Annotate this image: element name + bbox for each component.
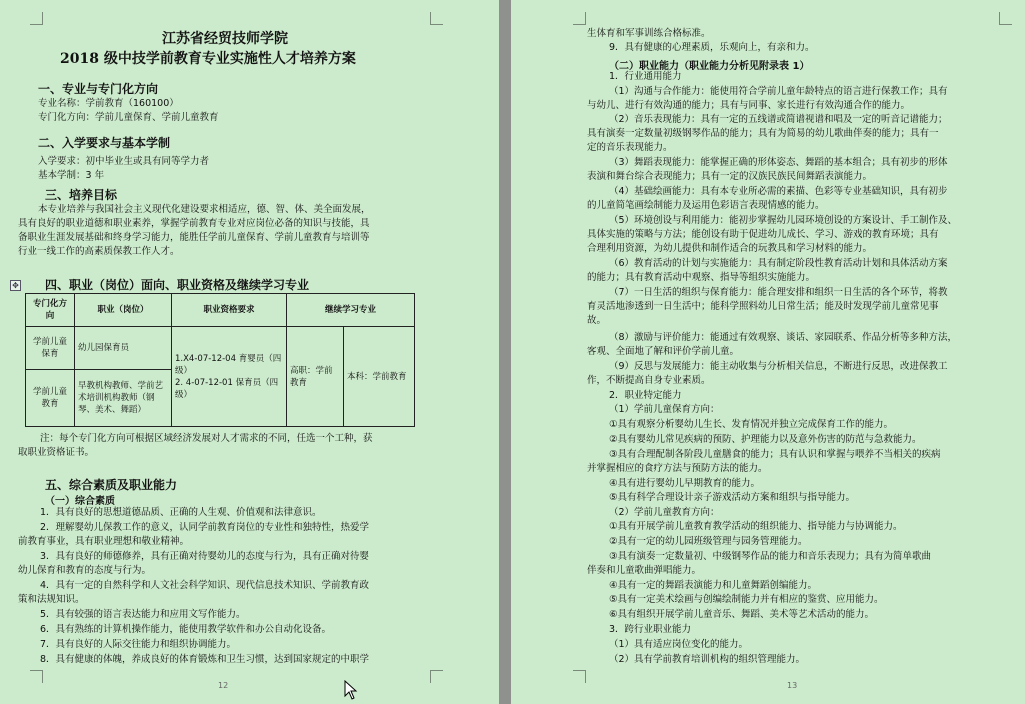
document-title-plan: 2018 级中技学前教育专业实施性人才培养方案 (60, 51, 356, 67)
table-cell: 高职：学前教育 (287, 327, 344, 427)
body-text: 基本学制：3 年 (38, 170, 105, 181)
body-text: 本专业培养与我国社会主义现代化建设要求相适应，德、智、体、美全面发展， (38, 204, 371, 215)
table-header: 职业资格要求 (172, 294, 287, 327)
list-item: （2）具有学前教育培训机构的组织管理能力。 (609, 654, 806, 665)
list-item: ④具有进行婴幼儿早期教育的能力。 (609, 478, 761, 489)
crop-mark-top-right (999, 12, 1012, 25)
table-header: 专门化方向 (26, 294, 75, 327)
list-item: ①具有观察分析婴幼儿生长、发育情况并独立完成保育工作的能力。 (609, 419, 894, 430)
table-cell: 本科：学前教育 (344, 327, 415, 427)
table-cell: 早教机构教师、学前艺术培训机构教师（钢琴、美术、舞蹈） (75, 370, 172, 427)
crop-mark-top-left (30, 12, 43, 25)
list-item: 6．具有熟练的计算机操作能力，能使用教学软件和办公自动化设备。 (40, 624, 332, 635)
crop-mark-top-right (430, 12, 443, 25)
list-item: 伴奏和儿童歌曲弹唱能力。 (587, 565, 702, 576)
body-text: （7）一日生活的组织与保育能力：能合理安排和组织一日生活的各个环节，将教 (609, 287, 948, 298)
body-text: 表演和舞台综合表现能力；具有一定的汉族民族民间舞蹈表演能力。 (587, 171, 873, 182)
document-page-13 (511, 0, 1025, 704)
list-item: ⑤具有科学合理设计亲子游戏活动方案和组织与指导能力。 (609, 492, 856, 503)
table-header: 继续学习专业 (287, 294, 415, 327)
list-item: 1．具有良好的思想道德品质、正确的人生观、价值观和法律意识。 (40, 507, 322, 518)
body-text: （3）舞蹈表现能力：能掌握正确的形体姿态、舞蹈的基本组合；具有初步的形体 (609, 157, 948, 168)
body-text: （1）沟通与合作能力：能使用符合学前儿童年龄特点的语言进行保教工作；具有 (609, 86, 948, 97)
section-heading-2: 二、入学要求与基本学制 (38, 136, 171, 150)
document-title-school: 江苏省经贸技师学院 (162, 31, 288, 47)
body-text: 具有演奏一定数量初级钢琴作品的能力；具有为简易的幼儿歌曲伴奏的能力；具有一 (587, 128, 939, 139)
body-text: 专门化方向：学前儿童保育、学前儿童教育 (38, 112, 219, 123)
move-anchor-icon[interactable]: ✥ (10, 280, 21, 291)
list-item: ⑥具有组织开展学前儿童音乐、舞蹈、美术等艺术活动的能力。 (609, 609, 875, 620)
body-text: 合理利用资源，为幼儿提供和制作适合的玩教具和学习材料的能力。 (587, 243, 873, 254)
list-item: ②具有婴幼儿常见疾病的预防、护理能力以及意外伤害的防范与急救能力。 (609, 434, 922, 445)
body-text: 与幼儿、进行有效沟通的能力；具有与同事、家长进行有效沟通合作的能力。 (587, 100, 911, 111)
table-cell: 幼儿园保育员 (75, 327, 172, 370)
body-text: 的儿童简笔画绘制能力及运用色彩语言表现情感的能力。 (587, 200, 825, 211)
body-text: 2．职业特定能力 (609, 390, 682, 401)
body-text: 9．具有健康的心理素质，乐观向上，有亲和力。 (609, 42, 815, 53)
list-item: 3．具有良好的师德修养，具有正确对待婴幼儿的态度与行为，具有正确对待婴 (40, 551, 370, 562)
section-heading-3: 三、培养目标 (45, 188, 118, 202)
body-text: 3．跨行业职业能力 (609, 624, 692, 635)
list-item: ②具有一定的幼儿园班级管理与园务管理能力。 (609, 536, 808, 547)
table-cell-cert: 1.X4-07-12-04 育婴员（四级） 2. 4-07-12-01 保育员（四级） (172, 327, 287, 427)
body-text: （5）环境创设与利用能力：能初步掌握幼儿园环境创设的方案设计、手工制作及、 (609, 215, 958, 226)
body-text: 生体育和军事训练合格标准。 (587, 28, 711, 39)
list-item: 前教育事业，具有职业理想和敬业精神。 (18, 536, 190, 547)
body-text: （6）教育活动的计划与实施能力：具有制定阶段性教育活动计划和具体活动方案 (609, 258, 948, 269)
crop-mark-bottom-right (430, 670, 443, 683)
list-item: 8．具有健康的体魄，养成良好的体育锻炼和卫生习惯，达到国家规定的中职学 (40, 654, 370, 665)
note-text: 注：每个专门化方向可根据区域经济发展对人才需求的不同，任选一个工种，获 (40, 433, 373, 444)
table-cell: 学前儿童保育 (26, 327, 75, 370)
body-text: 1．行业通用能力 (609, 71, 682, 82)
body-text: 作，不断提高自身专业素质。 (587, 375, 711, 386)
body-text: 的能力；具有教育活动中观察、指导等组织实施能力。 (587, 272, 816, 283)
body-text: （2）学前儿童教育方向： (609, 507, 720, 518)
body-text: 备职业生涯发展基础和终身学习能力，能胜任学前儿童保育、学前儿童教育与培训等 (18, 232, 370, 243)
list-item: （1）具有适应岗位变化的能力。 (609, 639, 749, 650)
body-text: 具体实施的策略与方法；能创设有助于促进幼儿成长、学习、游戏的教育环境；具有 (587, 229, 939, 240)
crop-mark-bottom-left (30, 670, 43, 683)
list-item: 并掌握相应的食疗方法与预防方法的能力。 (587, 463, 768, 474)
body-text: 育灵活地渗透到一日生活中；能科学照料幼儿日常生活；能及时发现学前儿童常见事 (587, 301, 939, 312)
body-text: 客观、全面地了解和评价学前儿童。 (587, 346, 740, 357)
list-item: ③具有演奏一定数量初、中级钢琴作品的能力和音乐表现力；具有为简单歌曲 (609, 551, 932, 562)
table-header: 职业（岗位） (75, 294, 172, 327)
section-heading-4: 四、职业（岗位）面向、职业资格及继续学习专业 (45, 278, 310, 292)
body-text: （4）基础绘画能力：具有本专业所必需的素描、色彩等专业基础知识，具有初步 (609, 186, 948, 197)
list-item: 7．具有良好的人际交往能力和组织协调能力。 (40, 639, 237, 650)
table-cell: 学前儿童教育 (26, 370, 75, 427)
list-item: ④具有一定的舞蹈表演能力和儿童舞蹈创编能力。 (609, 580, 818, 591)
list-item: 幼儿保育和教育的态度与行为。 (18, 565, 152, 576)
list-item: 5．具有较强的语言表达能力和应用文写作能力。 (40, 609, 246, 620)
body-text: 具有良好的职业道德和职业素养，掌握学前教育专业对应岗位必备的知识与技能，具 (18, 218, 370, 229)
section-heading-5: 五、综合素质及职业能力 (45, 478, 178, 492)
body-text: 入学要求：初中毕业生或具有同等学力者 (38, 156, 210, 167)
body-text: 行业一线工作的高素质保教工作人才。 (18, 246, 180, 257)
section-heading-1: 一、专业与专门化方向 (38, 82, 159, 96)
document-page-12 (0, 0, 499, 704)
mouse-cursor-icon (344, 680, 358, 700)
body-text: （8）激励与评价能力：能通过有效观察、谈话、家园联系、作品分析等多种方法， (609, 332, 958, 343)
body-text: 故。 (587, 315, 607, 326)
crop-mark-bottom-left (573, 670, 586, 683)
crop-mark-top-left (573, 12, 586, 25)
list-item: ⑤具有一定美术绘画与创编绘制能力并有相应的鉴赏、应用能力。 (609, 594, 884, 605)
note-text: 取职业资格证书。 (18, 447, 95, 458)
page-gap (499, 0, 511, 704)
subsection-heading: （一）综合素质 (45, 496, 115, 507)
body-text: 专业名称：学前教育（160100） (38, 98, 179, 109)
list-item: 4．具有一定的自然科学和人文社会科学知识、现代信息技术知识、学前教育政 (40, 580, 370, 591)
body-text: （2）音乐表现能力：具有一定的五线谱或简谱视谱和唱及一定的听音记谱能力； (609, 114, 948, 125)
list-item: 策和法规知识。 (18, 594, 85, 605)
list-item: 2．理解婴幼儿保教工作的意义，认同学前教育岗位的专业性和独特性，热爱学 (40, 522, 370, 533)
body-text: 定的音乐表现能力。 (587, 142, 673, 153)
list-item: ③具有合理配制各阶段儿童膳食的能力；具有认识和掌握与喂养不当相关的疾病 (609, 449, 941, 460)
page-number: 13 (787, 681, 798, 690)
subsection-heading: （二）职业能力（职业能力分析见附录表 1） (609, 61, 810, 72)
body-text: （9）反思与发展能力：能主动收集与分析相关信息，不断进行反思，改进保教工 (609, 361, 948, 372)
list-item: ①具有开展学前儿童教育教学活动的组织能力、指导能力与协调能力。 (609, 521, 903, 532)
qualification-table (25, 293, 415, 427)
body-text: （1）学前儿童保育方向： (609, 404, 720, 415)
page-number: 12 (218, 681, 229, 690)
